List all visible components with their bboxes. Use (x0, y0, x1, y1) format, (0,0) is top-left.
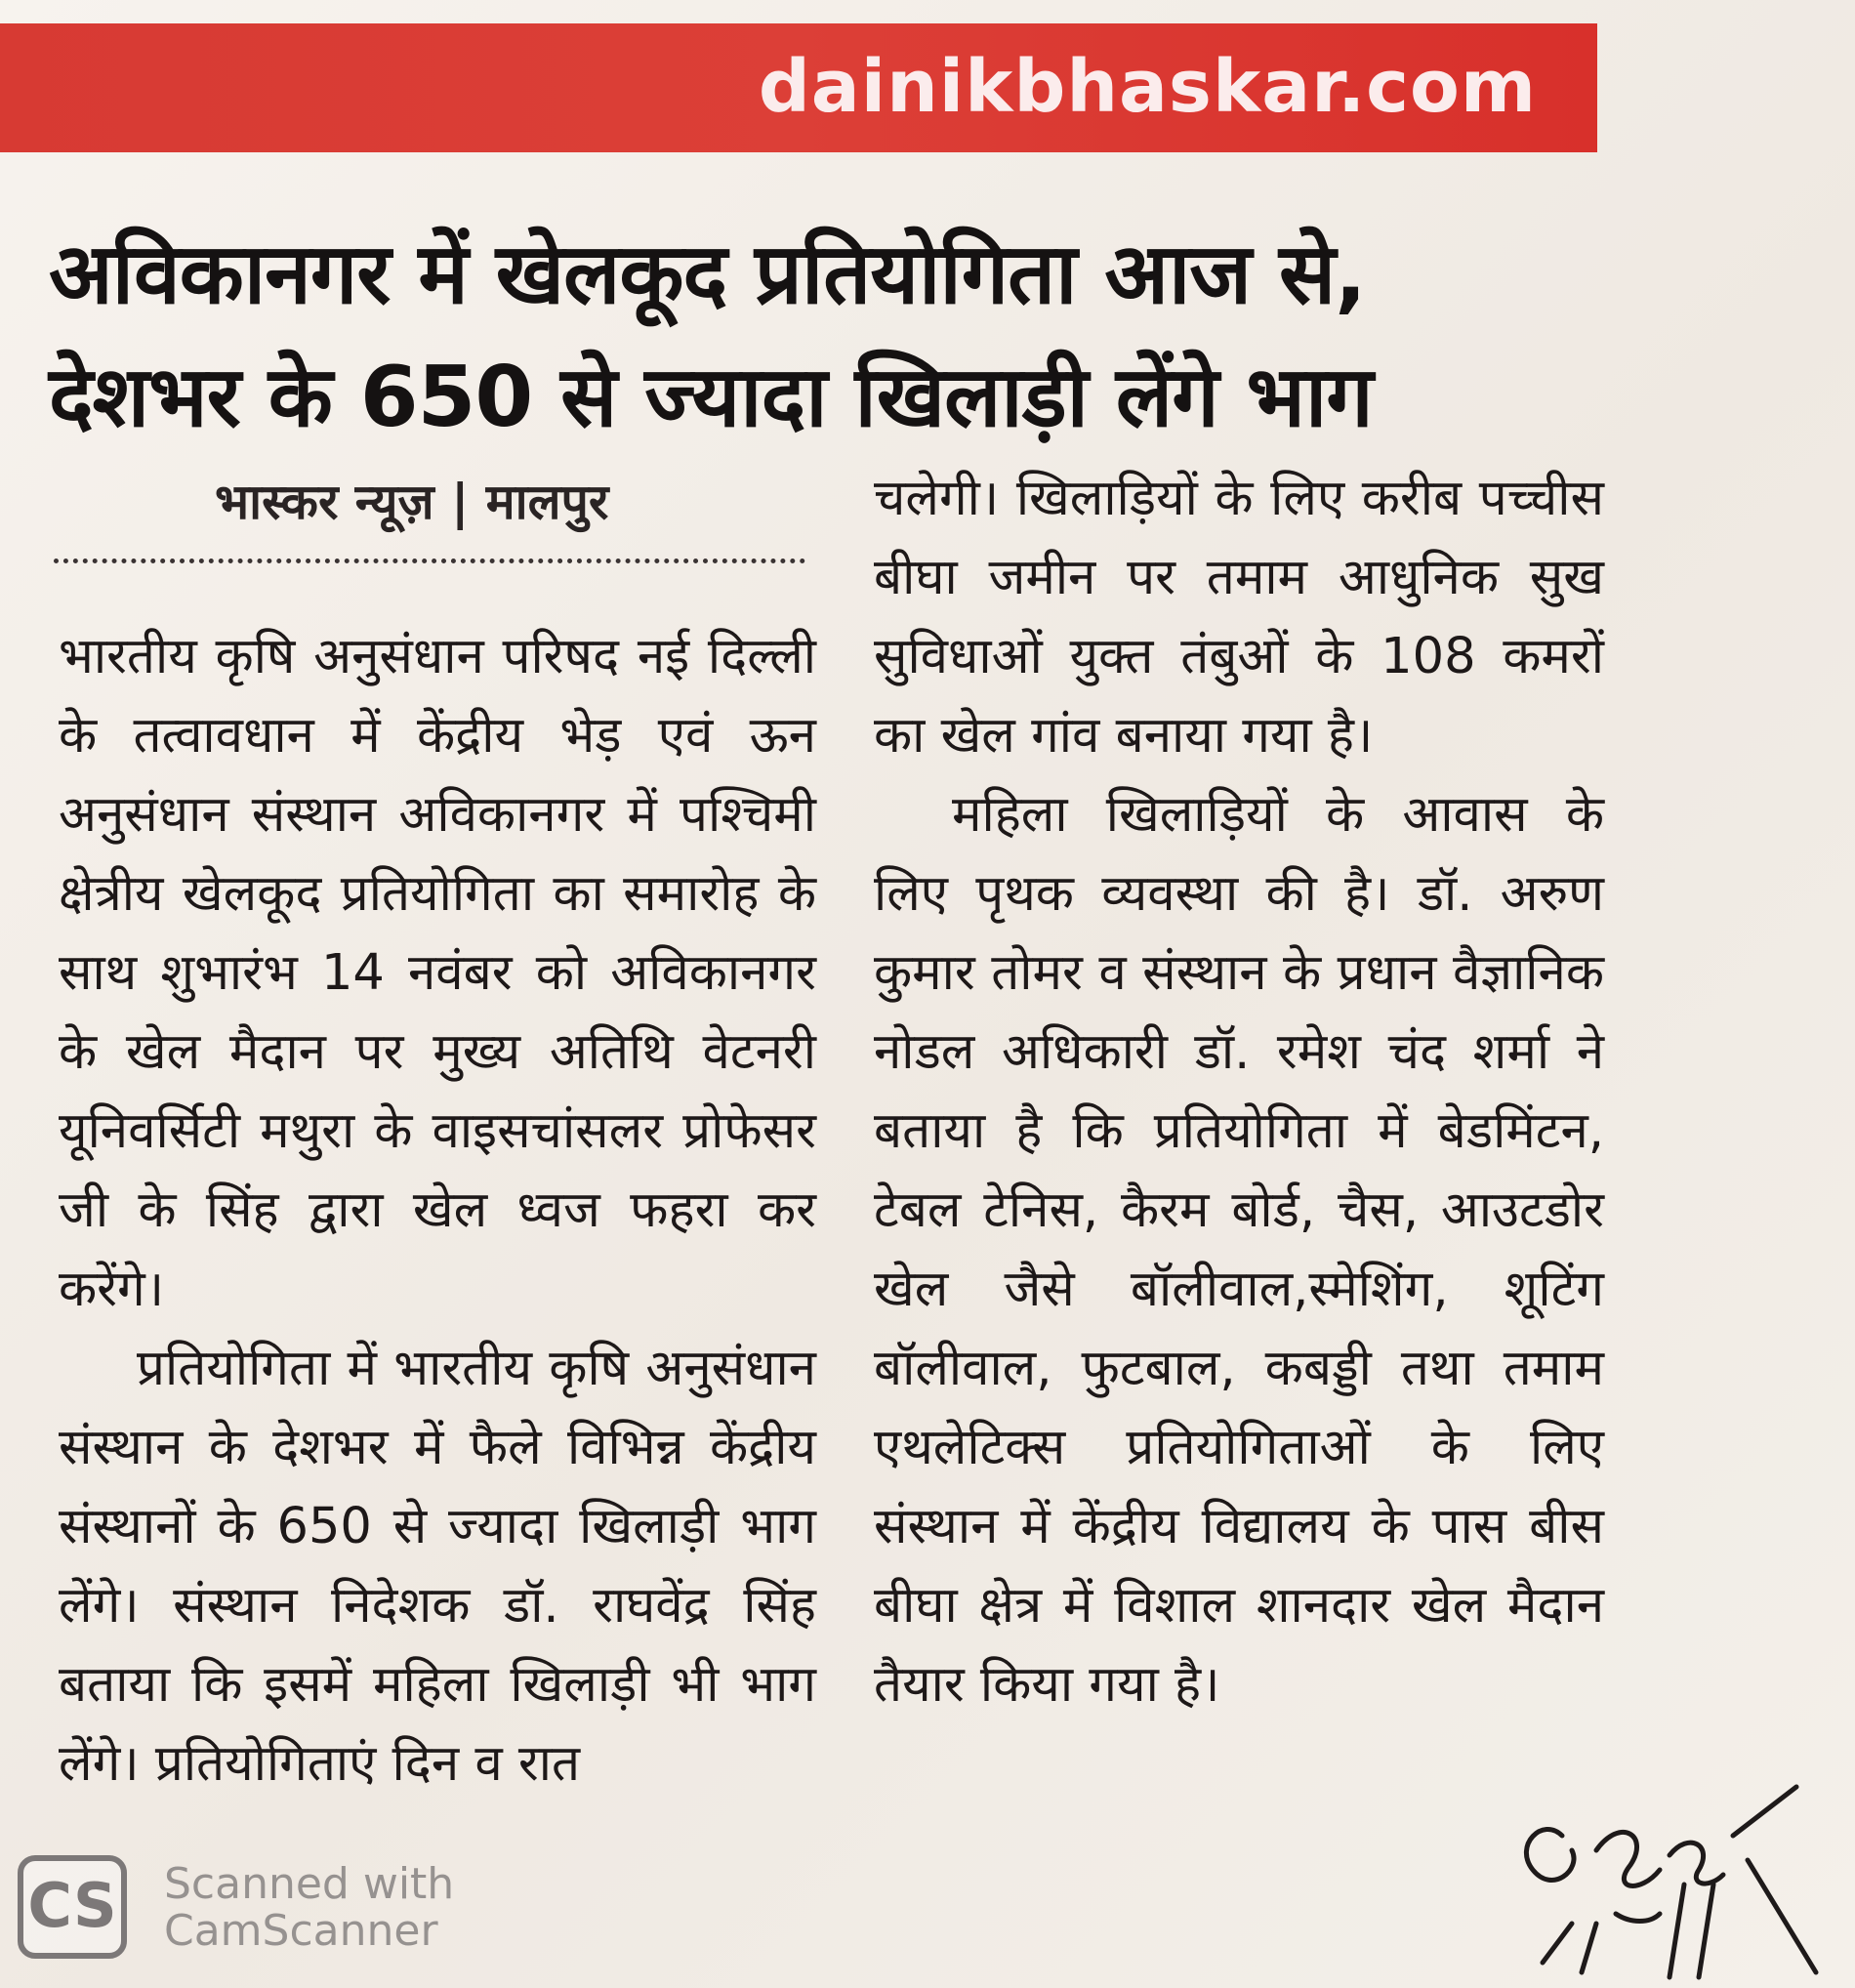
article-paragraph: भारतीय कृषि अनुसंधान परिषद नई दिल्ली के तत्वावधान में केंद्रीय भेड़ एवं ऊन अनुसंधान संस्थान अविकानगर में पश्चिमी क्षेत्रीय खेलकूद प्रतियोगिता का समारोह के साथ शुभारंभ 14 नवंबर को अविकानगर के खेल मैदान पर मुख्य अतिथि वेटनरी यूनिवर्सिटी मथुरा के वाइसचांसलर प्रोफेसर जी के सिंह द्वारा खेल ध्वज फहरा कर करेंगे। (59, 628, 816, 1318)
watermark-text (164, 1861, 454, 1955)
byline: भास्कर न्यूज़ | मालपुर (215, 474, 609, 530)
brand-site-name: dainikbhaskar.com (758, 45, 1537, 129)
watermark-line-1: Scanned with (164, 1859, 455, 1909)
camscanner-logo-icon: CS (18, 1855, 127, 1959)
article-paragraph: महिला खिलाड़ियों के आवास के लिए पृथक व्यवस्था की है। डॉ. अरुण कुमार तोमर व संस्थान के प्रधान वैज्ञानिक नोडल अधिकारी डॉ. रमेश चंद शर्मा ने बताया है कि प्रतियोगिता में बेडमिंटन, टेबल टेनिस, कैरम बोर्ड, चैस, आउटडोर खेल जैसे बॉलीवाल,स्मेशिंग, शूटिंग बॉलीवाल, फुटबाल, कबड्डी तथा तमाम एथलेटिक्स प्रतियोगिताओं के लिए संस्थान में केंद्रीय विद्यालय के पास बीस बीघा क्षेत्र में विशाल शानदार खेल मैदान तैयार किया गया है। (874, 786, 1604, 1714)
headline-line-1: अविकानगर में खेलकूद प्रतियोगिता आज से, (49, 226, 1366, 323)
article-column-left (59, 617, 816, 1803)
article-column-right (874, 459, 1604, 1724)
article-paragraph: प्रतियोगिता में भारतीय कृषि अनुसंधान संस्थान के देशभर में फैले विभिन्न केंद्रीय संस्थानों के 650 से ज्यादा खिलाड़ी भाग लेंगे। संस्थान निदेशक डॉ. राघवेंद्र सिंह बताया कि इसमें महिला खिलाड़ी भी भाग लेंगे। प्रतियोगिताएं दिन व रात (59, 1340, 816, 1793)
handwritten-signature-icon (1504, 1777, 1835, 1982)
brand-banner (0, 23, 1597, 152)
article-paragraph: चलेगी। खिलाड़ियों के लिए करीब पच्चीस बीघा जमीन पर तमाम आधुनिक सुख सुविधाओं युक्त तंबुओं के 108 कमरों का खेल गांव बनाया गया है। (874, 470, 1604, 765)
headline (49, 213, 1572, 459)
dotted-divider (54, 559, 805, 563)
watermark-line-2: CamScanner (164, 1906, 438, 1956)
camscanner-watermark (18, 1855, 486, 1963)
headline-line-2: देशभर के 650 से ज्यादा खिलाड़ी लेंगे भाग (49, 349, 1373, 446)
